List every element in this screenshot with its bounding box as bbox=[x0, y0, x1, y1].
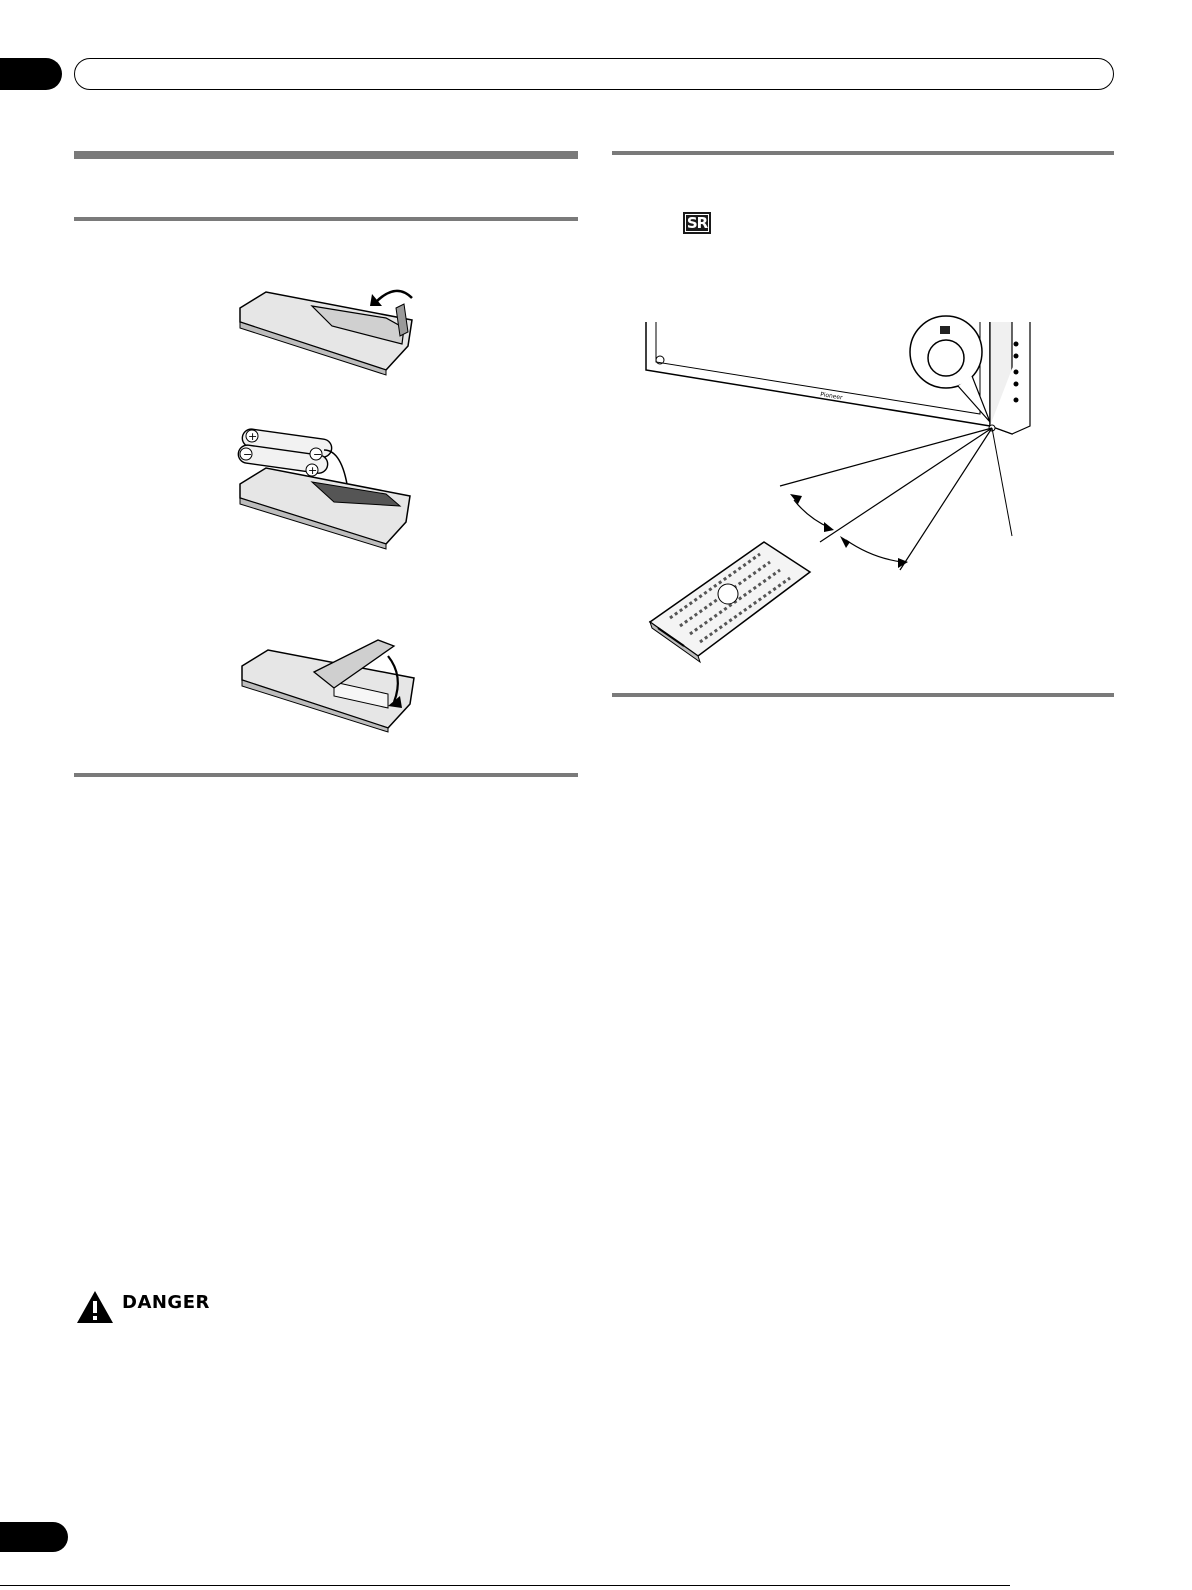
section-rule-remote-control bbox=[74, 151, 578, 159]
remote-range-illustration bbox=[640, 322, 1040, 672]
svg-text:Pioneer: Pioneer bbox=[819, 391, 843, 402]
remote-control-icon bbox=[650, 542, 810, 662]
sr-sensor-badge: SR bbox=[683, 212, 711, 234]
section-rule-battery-notes bbox=[74, 773, 578, 777]
svg-text:+: + bbox=[248, 430, 258, 443]
svg-text:−: − bbox=[243, 448, 253, 461]
warning-triangle-icon bbox=[76, 1290, 114, 1324]
remote-insert-batteries-illustration bbox=[236, 424, 436, 550]
remote-close-cover-illustration bbox=[238, 636, 438, 732]
section-rule-remote-range bbox=[612, 151, 1114, 155]
footer-rule bbox=[0, 1585, 1010, 1586]
battery-icon bbox=[237, 428, 333, 477]
section-rule-remote-notes bbox=[612, 693, 1114, 697]
svg-text:−: − bbox=[313, 448, 323, 461]
danger-label: DANGER bbox=[122, 1292, 210, 1313]
remote-open-cover-illustration bbox=[236, 282, 436, 376]
page-number-tab bbox=[0, 1522, 68, 1552]
header-bar bbox=[74, 58, 1114, 90]
section-rule-battery-install bbox=[74, 217, 578, 221]
svg-text:+: + bbox=[308, 464, 318, 477]
chapter-tab bbox=[0, 58, 62, 90]
